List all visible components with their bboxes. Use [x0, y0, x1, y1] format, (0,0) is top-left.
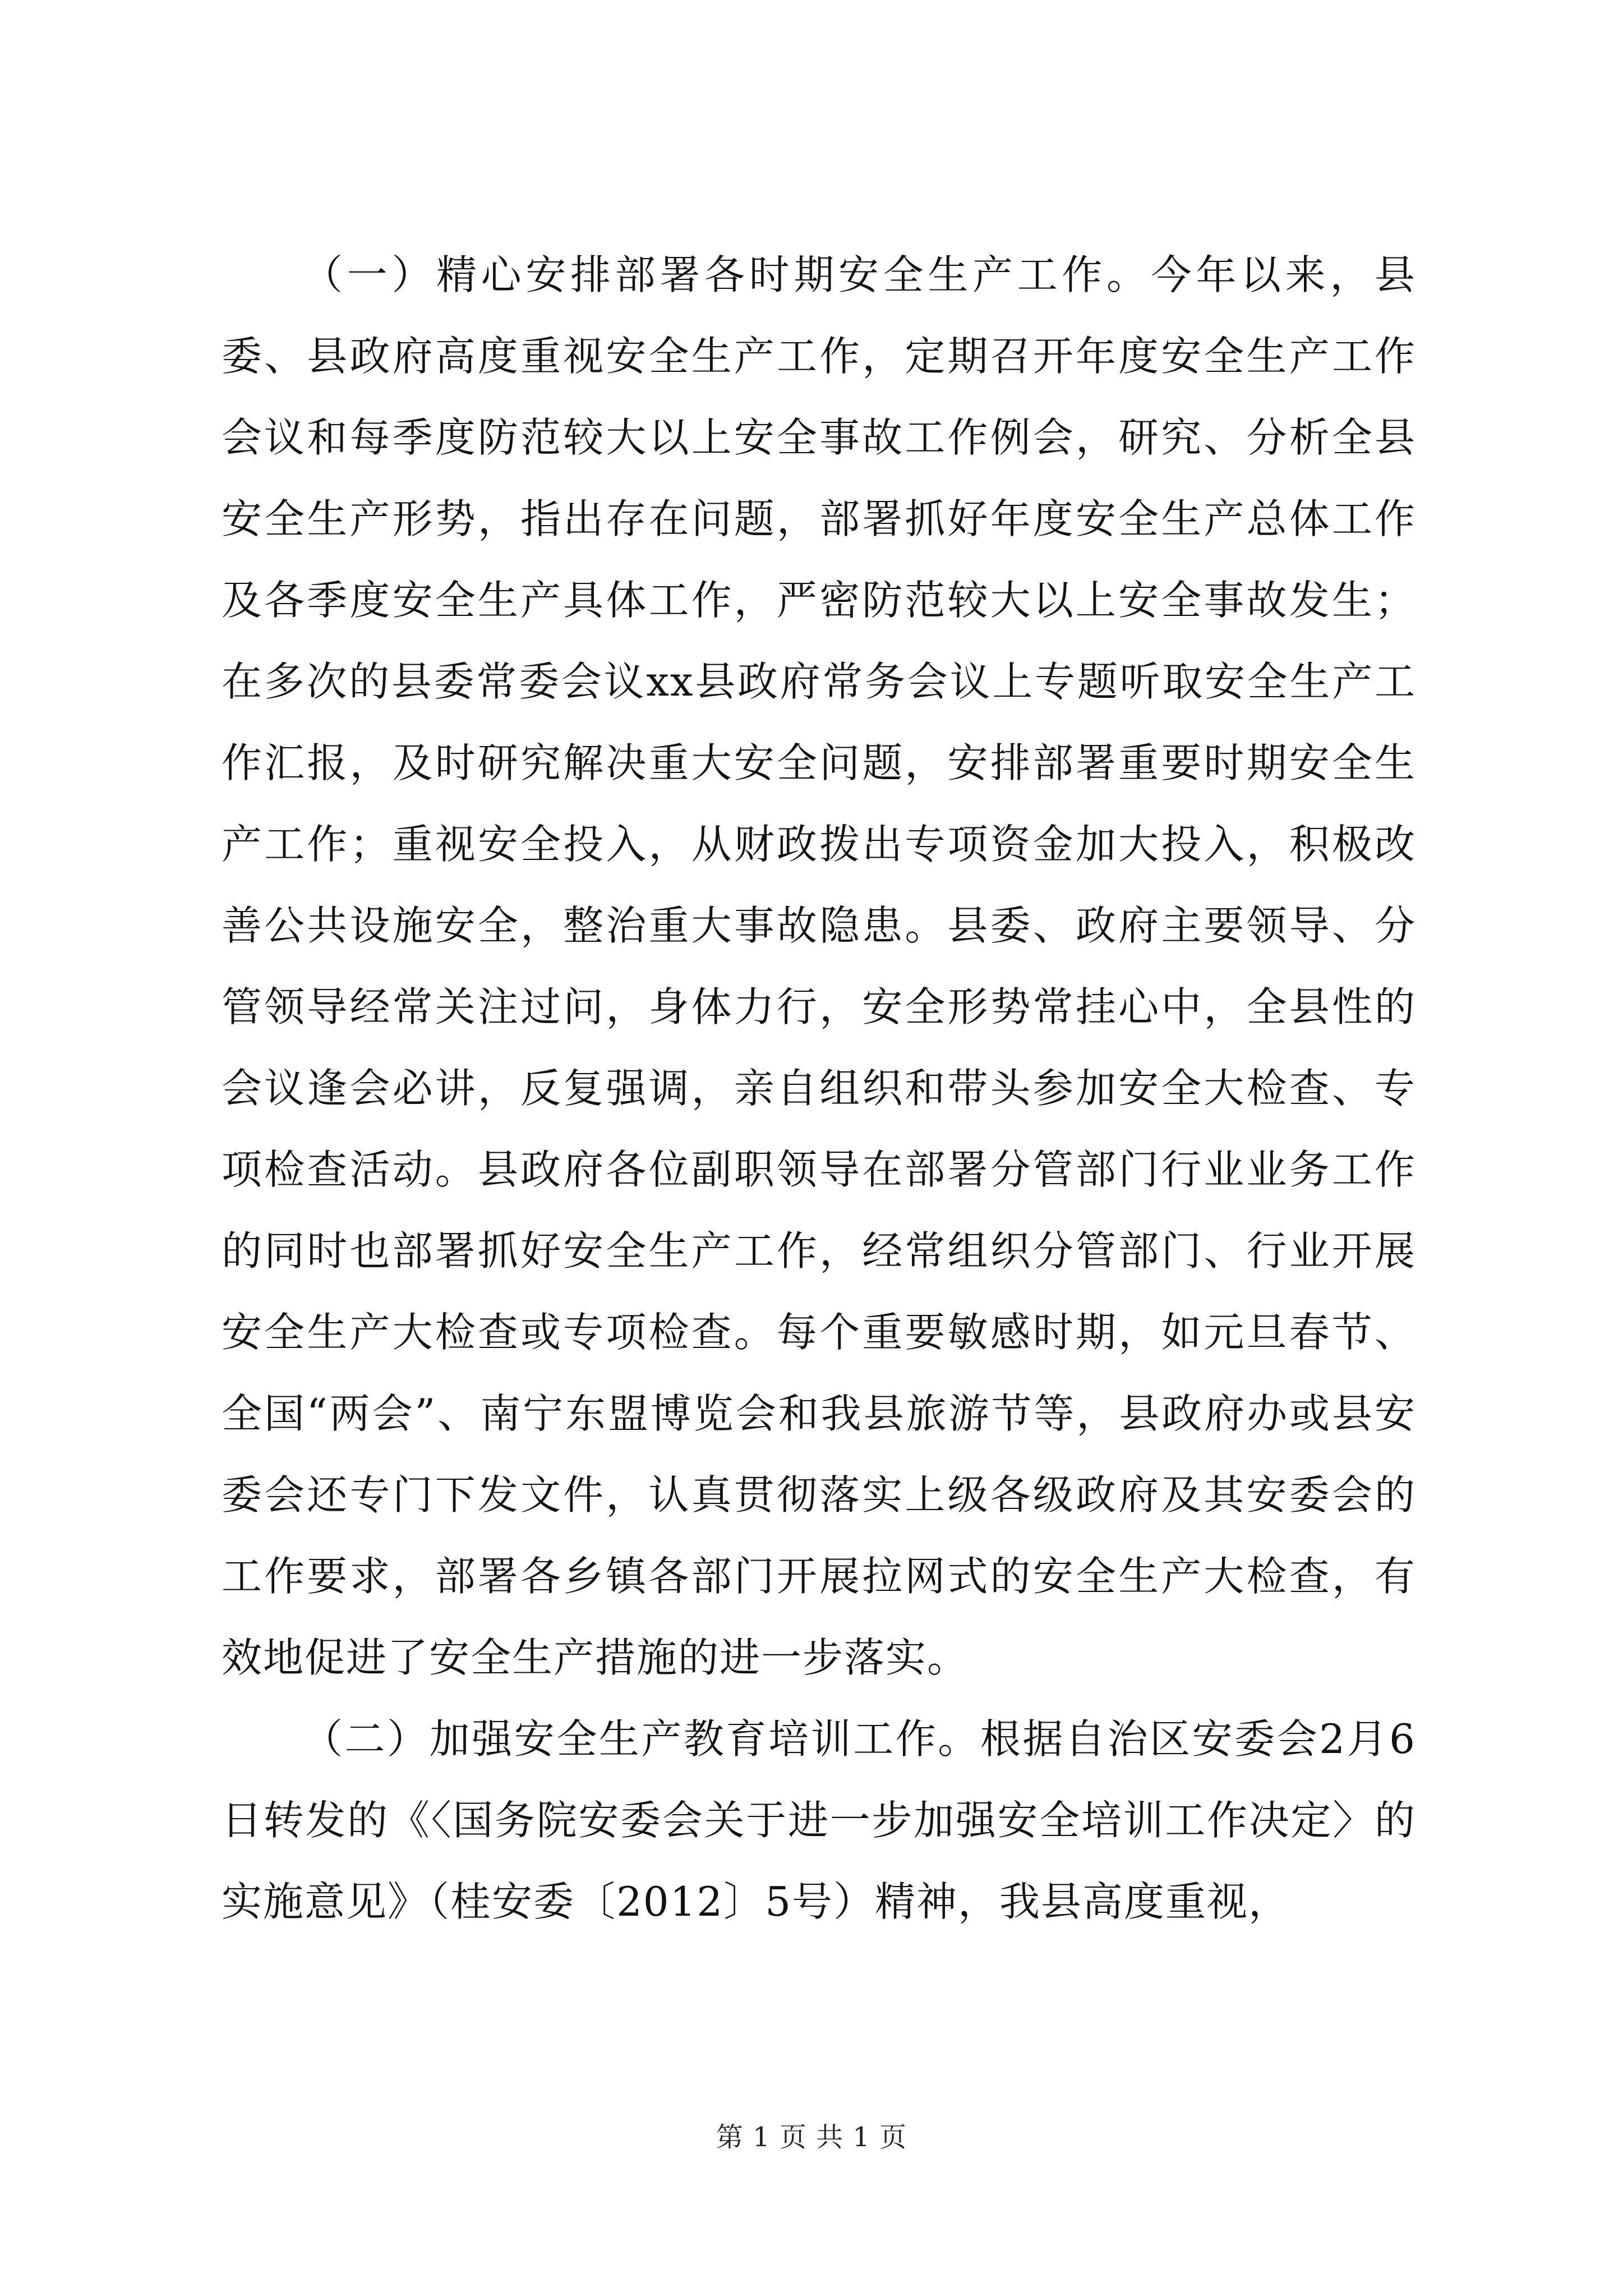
page-footer: 第 1 页 共 1 页 — [716, 2122, 907, 2153]
paragraph-2: （二）加强安全生产教育培训工作。根据自治区安委会2月6日转发的《〈国务院安委会关于进一步加强安全培训工作决定〉的实施意见》（桂安委〔2012〕5号）精神，我县高度重视， — [222, 1715, 1416, 1925]
document-body — [222, 234, 1416, 1943]
paragraph-1: （一）精心安排部署各时期安全生产工作。今年以来，县委、县政府高度重视安全生产工作，定期召开年度安全生产工作会议和每季度防范较大以上安全事故工作例会，研究、分析全县安全生产形势，指出存在问题，部署抓好年度安全生产总体工作及各季度安全生产具体工作，严密防范较大以上安全事故发生；在多次的县委常委会议xx县政府常务会议上专题听取安全生产工作汇报，及时研究解决重大安全问题，安排部署重要时期安全生产工作；重视安全投入，从财政拨出专项资金加大投入，积极改善公共设施安全，整治重大事故隐患。县委、政府主要领导、分管领导经常关注过问，身体力行，安全形势常挂心中，全县性的会议逢会必讲，反复强调，亲自组织和带头参加安全大检查、专项检查活动。县政府各位副职领导在部署分管部门行业业务工作的同时也部署抓好安全生产工作，经常组织分管部门、行业开展安全生产大检查或专项检查。每个重要敏感时期，如元旦春节、全国“两会”、南宁东盟博览会和我县旅游节等，县政府办或县安委会还专门下发文件，认真贯彻落实上级各级政府及其安委会的工作要求，部署各乡镇各部门开展拉网式的安全生产大检查，有效地促进了安全生产措施的进一步落实。 — [222, 251, 1416, 1681]
